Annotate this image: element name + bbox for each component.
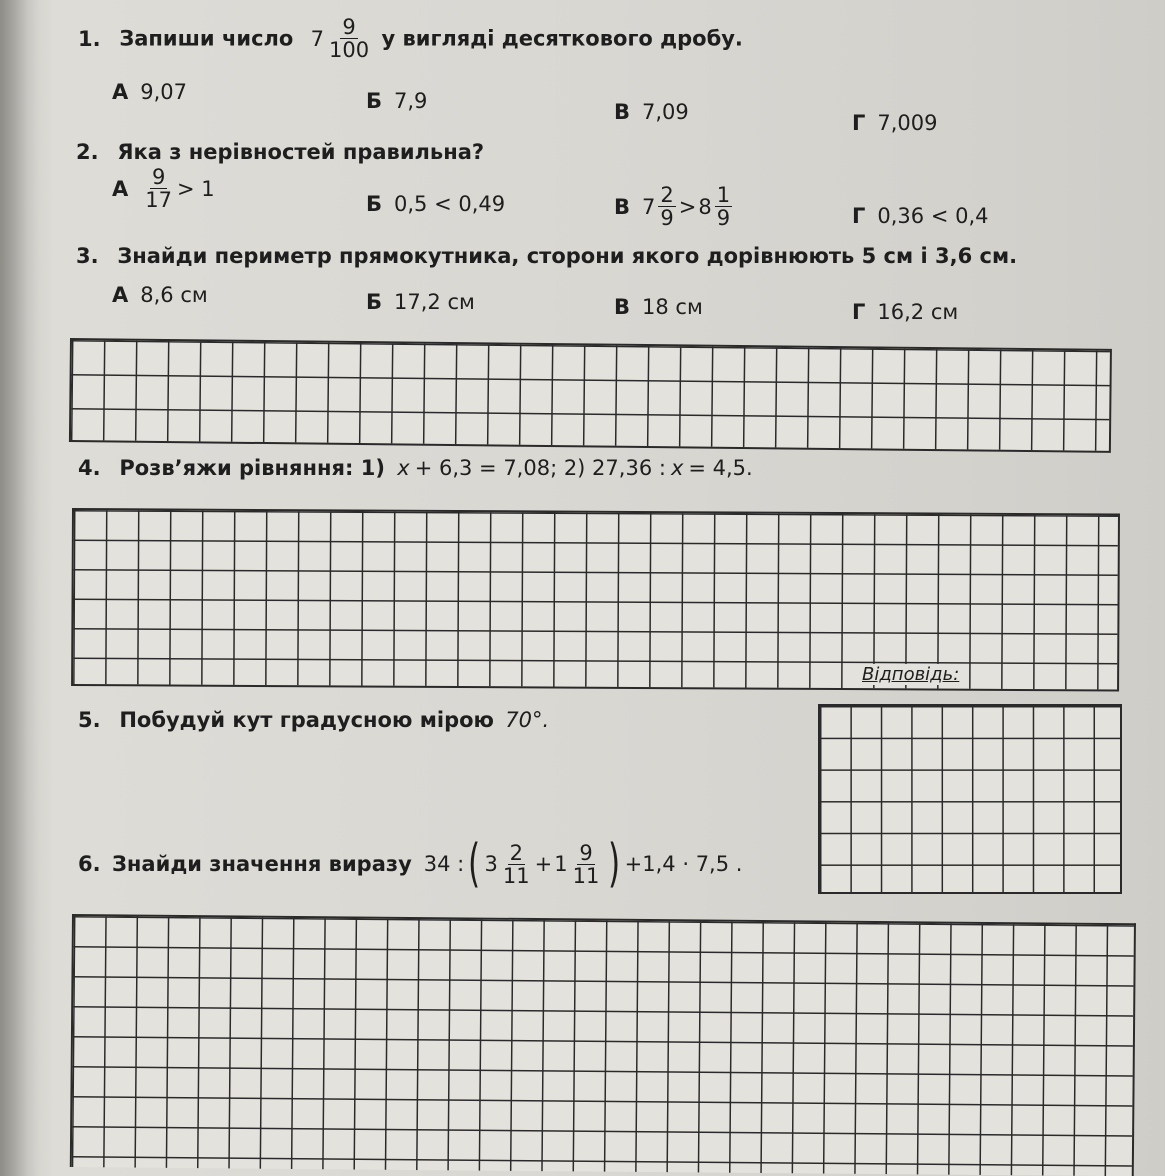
q1-option-b[interactable]: Б 7,9	[366, 89, 428, 113]
question-text: Знайди периметр прямокутника, сторони якого дорівнюють 5 см і 3,6 см.	[117, 244, 1018, 268]
question-text: Розв’яжи рівняння: 1)	[119, 456, 385, 480]
fraction: $\frac{2}{9}$	[660, 183, 674, 230]
q2-option-c[interactable]: В 7 $\frac{2}{9}$ > 8 $\frac{1}{9}$	[614, 183, 731, 230]
answer-grid-q6[interactable]	[70, 914, 1136, 1176]
question-text: Запиши число	[119, 26, 294, 51]
fraction: $\frac{9}{100}$	[329, 15, 370, 62]
fraction: $\frac{2}{11}$	[502, 840, 530, 888]
angle-value: 70°.	[505, 708, 550, 732]
question-text-after: у вигляді десяткового дробу.	[381, 26, 743, 51]
q2-option-a[interactable]: А $\frac{9}{17}$ > 1	[112, 165, 215, 212]
question-3	[76, 244, 1017, 268]
question-text: Побудуй кут градусною мірою	[119, 708, 494, 732]
answer-label: Відповідь:	[858, 664, 963, 685]
mixed-number: 7 $\frac{9}{100}$	[310, 15, 370, 62]
fraction: $\frac{9}{17}$	[145, 165, 172, 212]
question-number: 5.	[78, 708, 101, 732]
question-5	[78, 708, 549, 732]
answer-grid-q5[interactable]	[818, 704, 1122, 894]
fraction: $\frac{1}{9}$	[716, 183, 731, 230]
q3-option-a[interactable]: А 8,6 см	[112, 283, 208, 307]
question-number: 4.	[78, 456, 101, 480]
question-1	[78, 16, 743, 61]
q2-option-b[interactable]: Б 0,5 < 0,49	[366, 192, 506, 216]
question-6	[78, 834, 743, 894]
answer-grid-q3[interactable]	[69, 338, 1112, 453]
equations: x + 6,3 = 7,08; 2) 27,36 : x = 4,5.	[397, 456, 753, 480]
question-number: 3.	[76, 244, 99, 268]
q1-option-a[interactable]: А 9,07	[112, 80, 188, 104]
question-number: 2.	[76, 140, 99, 164]
left-paren: (	[468, 834, 481, 894]
question-2	[76, 140, 484, 164]
right-paren: )	[608, 834, 621, 894]
fraction: $\frac{9}{11}$	[572, 840, 600, 888]
q3-option-b[interactable]: Б 17,2 см	[366, 290, 475, 314]
question-4	[78, 456, 753, 480]
expression: 34 : ( 3 $\frac{2}{11}$ + 1 $\frac{9}{11}$ ) +1,4 · 7,5 .	[423, 834, 743, 894]
q1-option-c[interactable]: В 7,09	[614, 100, 689, 124]
q1-option-d[interactable]: Г 7,009	[852, 111, 938, 135]
question-text: Яка з нерівностей правильна?	[117, 140, 485, 164]
q2-option-d[interactable]: Г 0,36 < 0,4	[852, 204, 989, 228]
question-number: 1.	[78, 26, 101, 51]
question-number: 6.	[78, 852, 101, 876]
q3-option-d[interactable]: Г 16,2 см	[852, 300, 959, 324]
question-text: Знайди значення виразу	[112, 852, 412, 876]
q3-option-c[interactable]: В 18 см	[614, 295, 703, 319]
